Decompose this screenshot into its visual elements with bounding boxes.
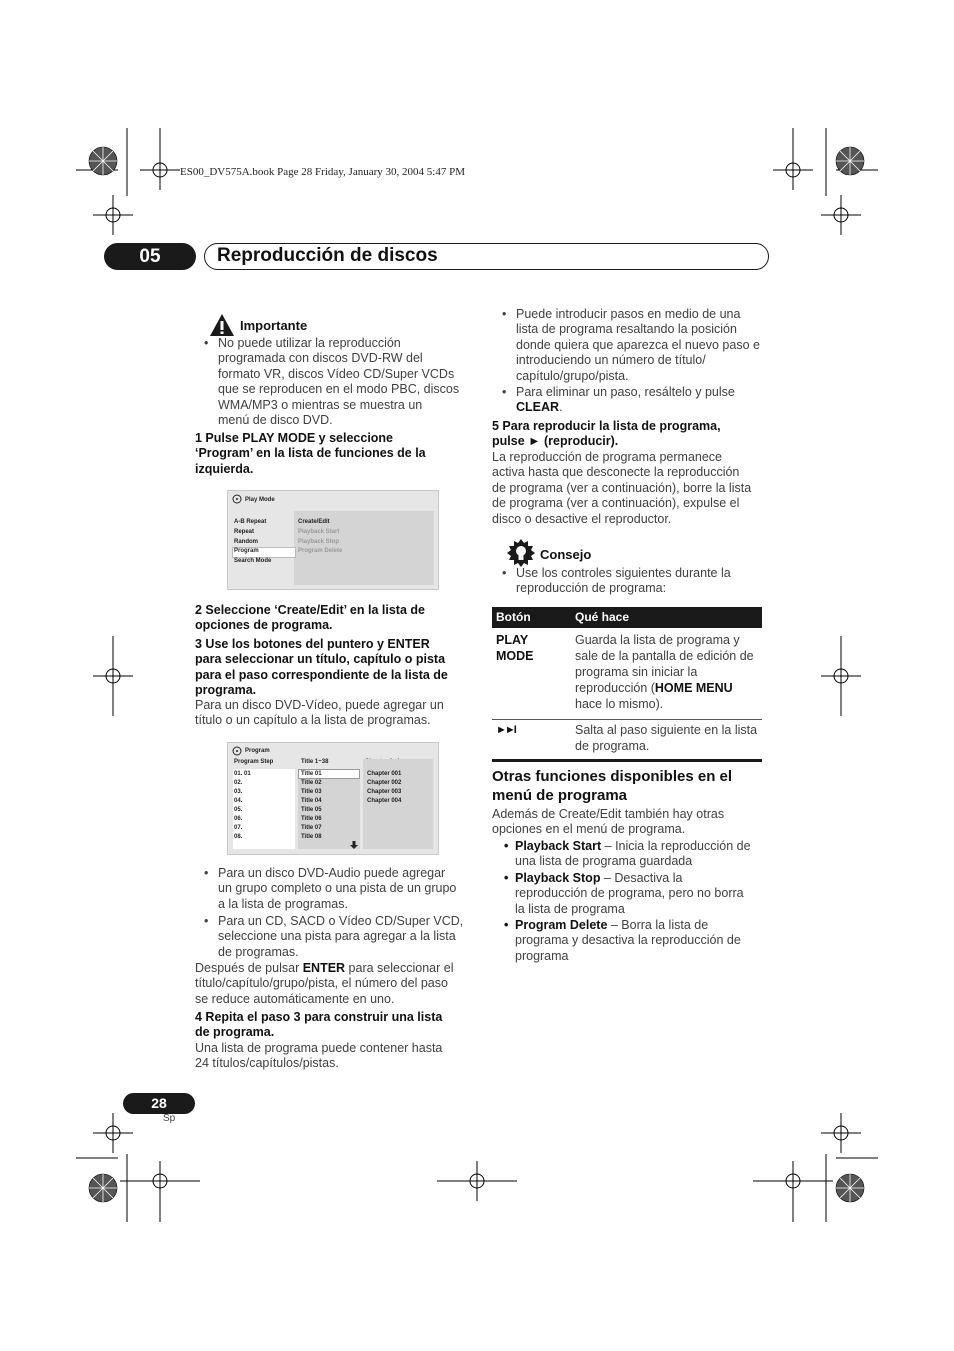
option-item: Create/Edit xyxy=(298,519,330,525)
playback-start-item: Playback Start – Inicia la reproducción de una lista de programa guardada xyxy=(515,839,751,869)
header-description: Qué hace xyxy=(575,610,630,624)
screen-title: Play Mode xyxy=(245,497,275,503)
step-4-body: Una lista de programa puede contener hasta 24 títulos/capítulos/pistas. xyxy=(195,1041,443,1071)
menu-item: A-B Repeat xyxy=(234,519,267,525)
insert-steps-bullet: Puede introducir pasos en medio de una lista de programa resaltando la posición donde quiera que aparezca el nuevo paso e introduciendo un número de título/ capítulo/grupo/pista. xyxy=(516,307,760,383)
column-header: Title 1~38 xyxy=(301,759,329,765)
table-row-1-button: PLAY MODE xyxy=(496,633,534,663)
step-5-body: La reproducción de programa permanece activa hasta que desconecte la reproducción de programa (ver a continuación), borre la lista de programa (ver a continuación), expulse el disco o desactive el reproductor. xyxy=(492,450,752,526)
title-item: Title 02 xyxy=(301,780,322,786)
lightbulb-icon xyxy=(507,539,535,567)
menu-item-selected: Program xyxy=(234,548,259,554)
title-item: Title 07 xyxy=(301,825,322,831)
page-language: Sp xyxy=(163,1113,176,1124)
program-step: 07. xyxy=(234,825,243,831)
disc-icon xyxy=(232,746,242,756)
table-bottom-rule xyxy=(492,759,762,762)
screen-title: Program xyxy=(245,748,270,754)
step-2: 2 Seleccione ‘Create/Edit’ en la lista de opciones de programa. xyxy=(195,603,425,633)
importante-heading: Importante xyxy=(240,318,308,333)
menu-item: Search Mode xyxy=(234,558,272,564)
warning-icon xyxy=(209,313,235,337)
chapter-item: Chapter 002 xyxy=(367,780,402,786)
printer-line: ES00_DV575A.book Page 28 Friday, January 30, 2004 5:47 PM xyxy=(180,166,465,178)
table-header xyxy=(492,607,762,628)
playback-stop-item: Playback Stop – Desactiva la reproducción de programa, pero no borra la lista de programa xyxy=(515,871,744,916)
title-item: Title 06 xyxy=(301,816,322,822)
title-item: Title 01 xyxy=(301,771,322,777)
bullet-dot: • xyxy=(502,385,507,399)
chapter-number: 05 xyxy=(104,243,196,270)
next-icon: ►►I xyxy=(496,724,515,736)
title-item: Title 05 xyxy=(301,807,322,813)
program-screen xyxy=(227,742,439,855)
option-item-disabled: Playback Stop xyxy=(298,539,340,545)
step-1: 1 Pulse PLAY MODE y seleccione ‘Program’ en la lista de funciones de la izquierda. xyxy=(195,431,426,476)
chapter-item: Chapter 004 xyxy=(367,798,402,804)
cd-bullet: Para un CD, SACD o Vídeo CD/Super VCD, seleccione una pista para agregar a la lista de programas. xyxy=(218,914,464,959)
bullet-dot: • xyxy=(504,839,509,853)
scroll-down-icon xyxy=(350,841,358,849)
chapter-title: Reproducción de discos xyxy=(217,245,438,266)
menu-item: Repeat xyxy=(234,529,255,535)
after-enter-text: Después de pulsar ENTER para seleccionar el título/capítulo/grupo/pista, el número del paso se reduce automáticamente en uno. xyxy=(195,961,454,1006)
bullet-dot: • xyxy=(204,866,209,880)
consejo-text: Use los controles siguientes durante la reproducción de programa: xyxy=(516,566,731,596)
program-delete-item: Program Delete – Borra la lista de programa y desactiva la reproducción de programa xyxy=(515,918,741,963)
program-step: 06. xyxy=(234,816,243,822)
program-step: 08. xyxy=(234,834,243,840)
table-row-2-desc: Salta al paso siguiente en la lista de programa. xyxy=(575,723,758,753)
otras-intro: Además de Create/Edit también hay otras opciones en el menú de programa. xyxy=(492,807,725,837)
program-step: 04. xyxy=(234,798,243,804)
chapter-item: Chapter 001 xyxy=(367,771,402,777)
page-number: 28 xyxy=(123,1093,195,1114)
option-item-disabled: Playback Start xyxy=(298,529,340,535)
step-3-body: Para un disco DVD-Vídeo, puede agregar un título o un capítulo a la lista de programas. xyxy=(195,698,444,728)
delete-step-bullet: Para eliminar un paso, resáltelo y pulse CLEAR. xyxy=(516,385,735,415)
table-divider xyxy=(492,719,762,720)
program-step: 03. xyxy=(234,789,243,795)
bullet-dot: • xyxy=(204,336,209,350)
step-4: 4 Repita el paso 3 para construir una lista de programa. xyxy=(195,1010,443,1040)
step-3: 3 Use los botones del puntero y ENTER para seleccionar un título, capítulo o pista para el paso correspondiente de la lista de programa. xyxy=(195,637,448,698)
program-step: 05. xyxy=(234,807,243,813)
title-item: Title 04 xyxy=(301,798,322,804)
importante-text: No puede utilizar la reproducción programada con discos DVD-RW del formato VR, discos Vídeo CD/Super VCDs que se reproducen en el modo PBC, discos WMA/MP3 o mientras se muestra un menú de disco DVD. xyxy=(218,336,460,428)
program-step: 01. 01 xyxy=(234,771,251,777)
disc-icon xyxy=(232,494,242,504)
bullet-dot: • xyxy=(504,871,509,885)
menu-item: Random xyxy=(234,539,258,545)
bullet-dot: • xyxy=(204,914,209,928)
chapter-item: Chapter 003 xyxy=(367,789,402,795)
bullet-dot: • xyxy=(502,307,507,321)
table-row-1-desc: Guarda la lista de programa y sale de la pantalla de edición de programa sin iniciar la reproducción (HOME MENU hace lo mismo). xyxy=(575,633,754,711)
column-header: Program Step xyxy=(234,759,274,765)
step-5: 5 Para reproducir la lista de programa, pulse ► (reproducir). xyxy=(492,419,721,449)
otras-heading: Otras funciones disponibles en el menú de programa xyxy=(492,768,733,804)
program-step: 02. xyxy=(234,780,243,786)
dvd-audio-bullet: Para un disco DVD-Audio puede agregar un grupo completo o una pista de un grupo a la lista de programas. xyxy=(218,866,457,911)
consejo-heading: Consejo xyxy=(540,547,592,562)
title-item: Title 03 xyxy=(301,789,322,795)
header-button: Botón xyxy=(496,610,531,624)
title-item: Title 08 xyxy=(301,834,322,840)
bullet-dot: • xyxy=(502,566,507,580)
option-item-disabled: Program Delete xyxy=(298,548,343,554)
play-mode-screen xyxy=(227,490,439,590)
bullet-dot: • xyxy=(504,918,509,932)
